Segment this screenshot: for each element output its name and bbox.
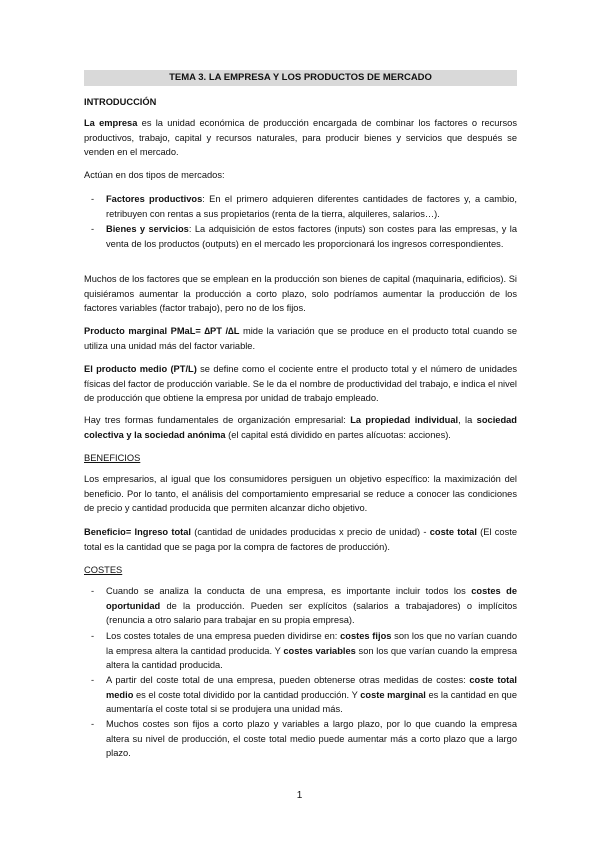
organization-forms-paragraph (84, 413, 517, 442)
cost-item-3-text-b: es el coste total dividido por la cantidad producción. Y (133, 689, 361, 700)
costs-heading: COSTES (84, 565, 123, 575)
bullet-dash: - (91, 586, 95, 596)
intro-paragraph-3: Muchos de los factores que se emplean en la producción son bienes de capital (maquinaria, edificios). Si quisiéramos aumentar la producción a corto plazo, solo podríamos aumentar la producción de los factores variables (factor trabajo), pero no de los fijos. (84, 274, 517, 314)
cost-item-3 (106, 673, 517, 717)
market-item-2-term: Bienes y servicios (106, 224, 189, 234)
market-item-2-text: : La adquisición de estos factores (inputs) son costes para las empresas, y la venta de los productos (outputs) en el mercado les proporcionará los ingresos correspondientes. (106, 224, 518, 249)
forms-term-1: La propiedad individual (350, 415, 459, 425)
average-product-text: se define como el cociente entre el producto total y el número de unidades físicas del factor de producción variable. Se le da el nombre de productividad del trabajo, e indica el nivel de producción que obtiene la empresa por unidad de trabajo empleado. (84, 364, 517, 404)
cost-item-4: Muchos costes son fijos a corto plazo y variables a largo plazo, por lo que cuando la empresa altera su nivel de producción, el coste total medio puede aumentar más a corto plazo que a largo plazo. (106, 719, 517, 759)
empresa-term: La empresa (84, 118, 138, 128)
page-number: 1 (296, 790, 303, 801)
forms-term-2: sociedad colectiva y la sociedad anónima (84, 415, 517, 440)
benefit-formula-paragraph (84, 525, 517, 554)
bullet-dash: - (91, 224, 95, 234)
cost-item-1-term: costes de oportunidad (106, 586, 517, 611)
bullet-dash: - (91, 719, 95, 729)
cost-item-2-term-a: costes fijos (340, 631, 392, 641)
average-product-paragraph (84, 362, 517, 406)
cost-item-2-text-b: son los que no varían cuando la empresa altera la cantidad producida. Y (106, 631, 517, 656)
market-item-1-term: Factores productivos (106, 194, 203, 204)
cost-item-2-term-b: costes variables (283, 645, 356, 656)
cost-item-2 (106, 629, 517, 673)
bullet-dash: - (91, 675, 95, 685)
cost-item-2-text-c: son los que varían cuando la empresa altera la cantidad producida. (106, 645, 517, 671)
marginal-product-paragraph (84, 324, 517, 353)
intro-paragraph-1 (84, 116, 517, 160)
market-item-2 (106, 222, 517, 251)
cost-item-1 (106, 584, 517, 628)
benefit-text-2: (El coste total es la cantidad que se paga por la compra de factores de producción). (84, 527, 517, 552)
marginal-product-text: mide la variación que se produce en el producto total cuando se utiliza una unidad más del factor variable. (84, 326, 518, 351)
intro-p1-text: es la unidad económica de producción encargada de combinar los factores o recursos productivos, trabajo, capital y recursos naturales, para producir bienes y servicios que después se venden en el mercado. (84, 118, 517, 158)
market-item-1 (106, 192, 517, 221)
cost-item-3-term-b: coste marginal (360, 689, 426, 700)
benefit-text-1: (cantidad de unidades producidas x precio de unidad) - (190, 527, 430, 537)
marginal-product-term: Producto marginal PMaL= ∆PT /∆L (84, 326, 240, 336)
market-item-1-text: : En el primero adquieren diferentes cantidades de factores y, a cambio, retribuyen con rentas a sus propietarios (renta de la tierra, alquileres, salarios…). (106, 194, 517, 219)
document-title: TEMA 3. LA EMPRESA Y LOS PRODUCTOS DE MERCADO (84, 70, 517, 86)
benefits-heading: BENEFICIOS (84, 453, 141, 463)
cost-item-2-text-a: Los costes totales de una empresa pueden dividirse en: (106, 631, 341, 641)
cost-item-3-text-c: es la cantidad en que aumentaría el coste total si se produjera una unidad más. (106, 689, 517, 715)
cost-item-3-term-a: coste total medio (106, 675, 517, 700)
benefit-term: Beneficio= Ingreso total (84, 527, 191, 537)
forms-text-1: Hay tres formas fundamentales de organización empresarial: (84, 415, 351, 425)
cost-item-1-text-a: Cuando se analiza la conducta de una empresa, es importante incluir todos los (106, 586, 472, 596)
cost-item-3-text-a: A partir del coste total de una empresa, pueden obtenerse otras medidas de costes: (106, 675, 470, 685)
bullet-dash: - (91, 194, 95, 204)
forms-text-2: , la (458, 415, 477, 425)
total-cost-term: coste total (429, 527, 477, 537)
forms-text-3: (el capital está dividido en partes alícuotas: acciones). (225, 429, 451, 440)
cost-item-1-text-b: de la producción. Pueden ser explícitos (salarios a trabajadores) o implícitos (renuncia a otro salario para trabajar en su propia empresa). (106, 600, 517, 626)
intro-heading: INTRODUCCIÓN (84, 97, 157, 107)
intro-paragraph-2: Actúan en dos tipos de mercados: (84, 170, 225, 180)
benefits-paragraph-1: Los empresarios, al igual que los consumidores persiguen un objetivo específico: la maximización del beneficio. Por lo tanto, el análisis del comportamiento empresarial se reduce a conocer las condiciones de precio y cantidad producida que permiten alcanzar dicho objetivo. (84, 474, 517, 514)
average-product-term: El producto medio (PT/L) (84, 364, 197, 374)
bullet-dash: - (91, 631, 95, 641)
